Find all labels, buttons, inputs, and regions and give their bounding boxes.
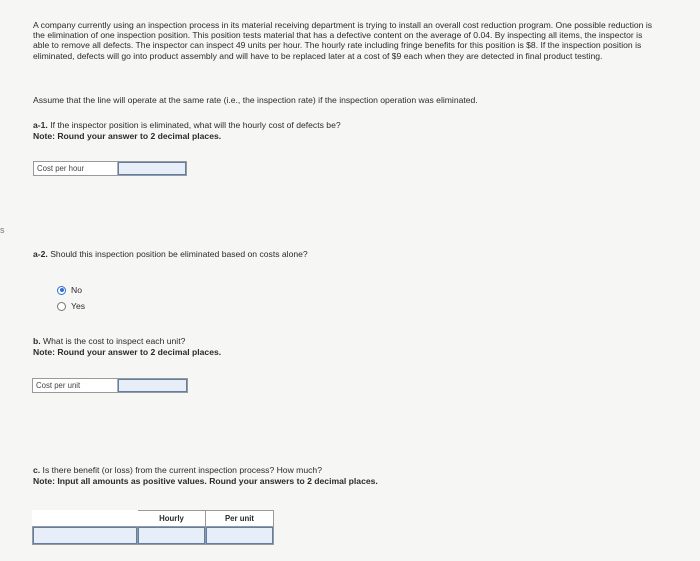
column-header-hourly: Hourly [138,511,206,527]
benefit-table-corner [33,511,138,527]
radio-no-selected[interactable] [57,286,66,295]
assumption-text: Assume that the line will operate at the same rate (i.e., the inspection rate) if the inspection operation was eliminated. [33,95,478,105]
hourly-input[interactable] [138,527,205,544]
answer-box-cost-per-unit [32,378,188,393]
radio-option-no[interactable] [57,285,82,295]
question-b-note: Note: Round your answer to 2 decimal places. [33,347,222,357]
question-a2 [33,249,308,260]
question-c-note: Note: Input all amounts as positive values. Round your answers to 2 decimal places. [33,476,378,486]
radio-option-yes[interactable] [57,301,85,311]
question-a1-note: Note: Round your answer to 2 decimal places. [33,131,222,141]
edge-mark: s [0,225,5,235]
radio-yes-label: Yes [71,301,86,311]
cost-per-unit-input[interactable] [118,379,187,392]
benefit-table [32,510,274,545]
question-c-text: Is there benefit (or loss) from the current inspection process? How much? [40,465,322,475]
question-b-number: b. [33,336,41,346]
problem-intro: A company currently using an inspection process in its material receiving department is trying to install an overall cost reduction program. One possible reduction is the elimination of one inspection position. This position tests material that has a defective content on the average of 0.04. By inspecting all items, the inspector is able to remove all defects. The inspector can inspect 49 units per hour. The hourly rate including fringe benefits for this position is $8. If the inspection position is eliminated, defects will go into product assembly and will have to be replaced later at a cost of $9 each when they are detected in final product testing. [33,20,653,61]
hourly-cell[interactable] [138,527,206,545]
cost-per-hour-label: Cost per hour [34,162,118,175]
cost-per-unit-label: Cost per unit [33,379,118,392]
question-b-text: What is the cost to inspect each unit? [40,336,186,346]
question-a2-text: Should this inspection position be eliminated based on costs alone? [47,249,308,259]
question-c-number: c. [33,465,41,475]
per-unit-cell[interactable] [206,527,274,545]
column-header-per-unit: Per unit [206,511,274,527]
question-a1-text: If the inspector position is eliminated, what will the hourly cost of defects be? [47,120,341,130]
question-a1 [33,120,341,142]
benefit-or-loss-input[interactable] [33,527,137,544]
question-a2-number: a-2. [33,249,48,259]
cost-per-hour-input[interactable] [118,162,186,175]
question-a1-number: a-1. [33,120,48,130]
answer-box-cost-per-hour [33,161,187,176]
question-c [33,465,378,487]
benefit-row-label-input[interactable] [33,527,138,545]
radio-yes[interactable] [57,302,66,311]
per-unit-input[interactable] [206,527,273,544]
radio-no-label: No [71,285,82,295]
question-b [33,336,221,358]
